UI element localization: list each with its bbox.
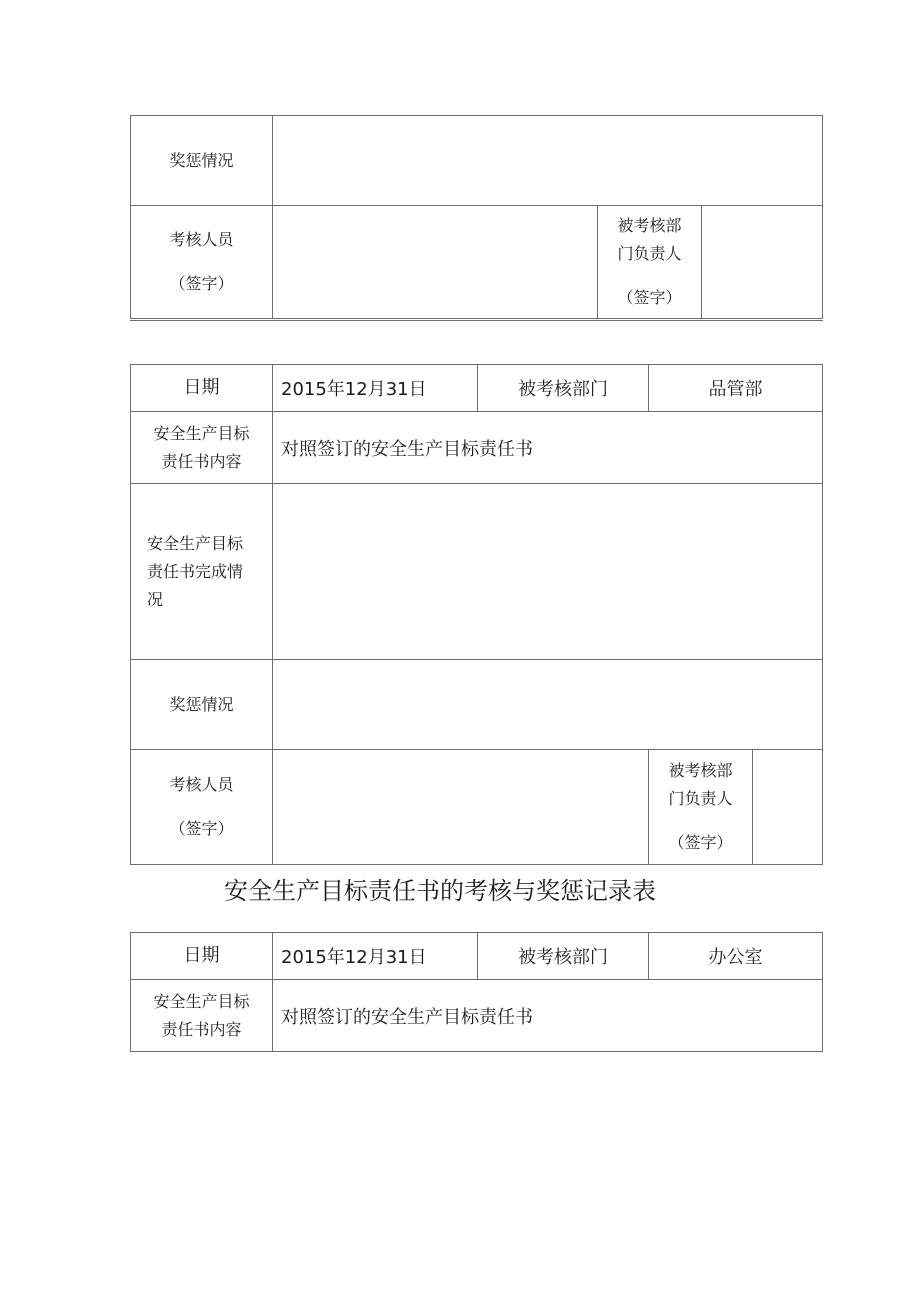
date-label-cell	[131, 365, 273, 412]
dept-label-cell	[478, 365, 649, 412]
assessor-sign: （签字）	[169, 819, 234, 838]
dept-head-label-line1: 被考核部	[668, 761, 733, 780]
content-label-cell	[131, 412, 273, 484]
assessor-label-cell	[131, 750, 273, 865]
content-value: 对照签订的安全生产目标责任书	[281, 1006, 533, 1028]
page-title: 安全生产目标责任书的考核与奖惩记录表	[224, 877, 656, 905]
reward-label-cell	[131, 116, 273, 206]
dept-head-sign: （签字）	[668, 833, 733, 852]
assessor-label: 考核人员	[169, 230, 234, 249]
date-label: 日期	[183, 377, 220, 398]
dept-label: 被考核部门	[518, 947, 608, 968]
assessor-label: 考核人员	[169, 775, 234, 794]
completion-label-line1: 安全生产目标	[147, 533, 244, 553]
completion-label-line2: 责任书完成情	[147, 561, 244, 581]
table-section-2	[130, 364, 823, 865]
reward-value-cell	[273, 660, 823, 750]
dept-value-cell	[649, 365, 823, 412]
dept-head-label-line1: 被考核部	[617, 216, 682, 235]
content-label-cell	[131, 980, 273, 1052]
assessor-sign-cell	[273, 206, 598, 320]
dept-head-label-cell	[649, 750, 753, 865]
completion-value-cell	[273, 484, 823, 660]
reward-value-cell	[273, 116, 823, 206]
content-value-cell	[273, 980, 823, 1052]
date-label-cell	[131, 933, 273, 980]
content-label-line1: 安全生产目标	[153, 423, 250, 443]
dept-head-sign-cell	[753, 750, 823, 865]
assessor-sign: （签字）	[169, 274, 234, 293]
content-value: 对照签订的安全生产目标责任书	[281, 438, 533, 460]
date-value-cell	[273, 933, 478, 980]
assessor-sign-cell	[273, 750, 649, 865]
table-section-3	[130, 932, 823, 1052]
date-label: 日期	[183, 945, 220, 966]
completion-label-line3: 况	[147, 589, 164, 609]
reward-label-cell	[131, 660, 273, 750]
date-value-cell	[273, 365, 478, 412]
dept-head-label-line2: 门负责人	[617, 244, 682, 263]
content-label-line2: 责任书内容	[161, 451, 242, 471]
dept-head-sign-cell	[702, 206, 823, 320]
completion-label-cell	[131, 484, 273, 660]
dept-label-cell	[478, 933, 649, 980]
dept-head-sign: （签字）	[617, 288, 682, 307]
dept-value-cell	[649, 933, 823, 980]
content-value-cell	[273, 412, 823, 484]
dept-label: 被考核部门	[518, 379, 608, 400]
dept-value: 品管部	[708, 379, 763, 400]
reward-label: 奖惩情况	[169, 694, 234, 714]
dept-head-label-line2: 门负责人	[668, 789, 733, 808]
date-value: 2015年12月31日	[281, 379, 427, 400]
dept-value: 办公室	[708, 947, 763, 968]
dept-head-label-cell	[598, 206, 702, 320]
assessor-label-cell	[131, 206, 273, 320]
reward-label: 奖惩情况	[169, 150, 234, 170]
content-label-line2: 责任书内容	[161, 1019, 242, 1039]
table-section-1	[130, 115, 823, 321]
date-value: 2015年12月31日	[281, 947, 427, 968]
content-label-line1: 安全生产目标	[153, 991, 250, 1011]
